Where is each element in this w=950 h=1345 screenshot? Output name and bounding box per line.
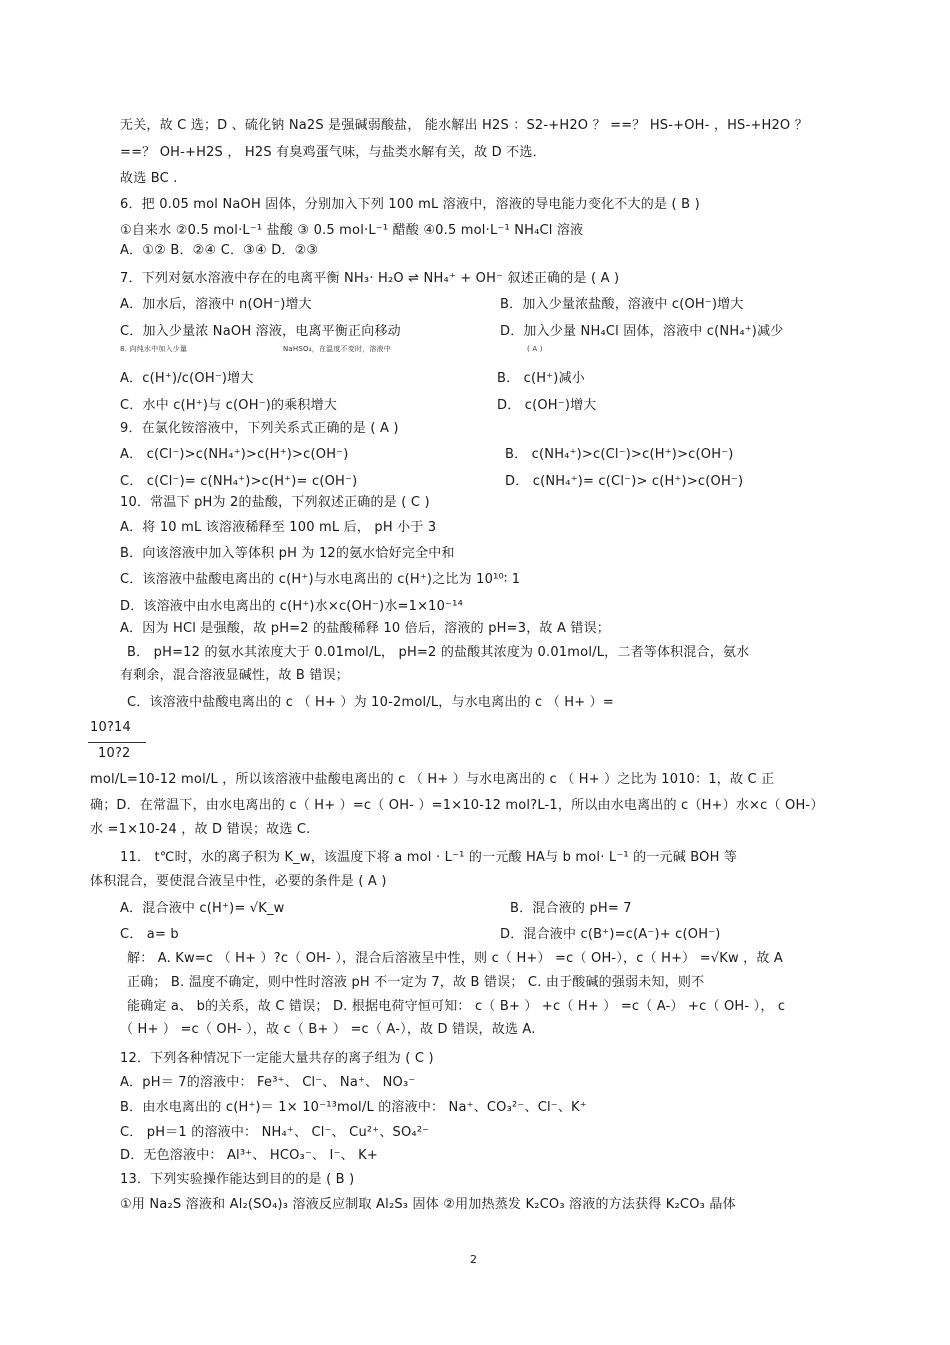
question-9: 9．在氯化铵溶液中，下列关系式正确的是 ( A )	[120, 421, 399, 436]
option-b: B．向该溶液中加入等体积 pH 为 12的氨水恰好完全中和	[120, 546, 455, 561]
solution-line: mol/L=10-12 mol/L ，所以该溶液中盐酸电离出的 c （ H+ ）与水电离出的 c （ H+ ）之比为 1010：1，故 C 正	[90, 772, 775, 787]
question-8-cont: NaHSO₄，在温度不变时，溶液中	[283, 345, 391, 353]
fraction-denominator: 10?2	[98, 746, 131, 761]
solution-line: 解： A. Kw=c （ H+ ）?c（ OH- ），混合后溶液呈中性，则 c（ H+） =c（ OH-），c（ H+） =√Kw ，故 A	[127, 951, 783, 966]
fraction-numerator: 10?14	[90, 720, 131, 735]
option-c: C．该溶液中盐酸电离出的 c(H⁺)与水电离出的 c(H⁺)之比为 10¹⁰∶ 1	[120, 572, 521, 587]
solution-line: （ H+ ） =c（ OH- ），故 c（ B+ ） =c（ A-），故 D 错误，故选 A.	[120, 1022, 536, 1037]
option-b: B．混合液的 pH= 7	[510, 901, 632, 916]
option-d: D．该溶液中由水电离出的 c(H⁺)水×c(OH⁻)水=1×10⁻¹⁴	[120, 599, 464, 614]
solution-line: C．该溶液中盐酸电离出的 c （ H+ ）为 10-2mol/L，与水电离出的 c （ H+ ）=	[127, 695, 614, 710]
option-a: A．加水后，溶液中 n(OH⁻)增大	[120, 297, 312, 312]
question-7: 7．下列对氨水溶液中存在的电离平衡 NH₃· H₂O ⇌ NH₄⁺ + OH⁻ 叙述正确的是 ( A )	[120, 271, 620, 286]
solution-line: B． pH=12 的氨水其浓度大于 0.01mol/L， pH=2 的盐酸其浓度为 0.01mol/L，二者等体积混合，氨水	[127, 645, 750, 660]
option-a: A． c(Cl⁻)>c(NH₄⁺)>c(H⁺)>c(OH⁻)	[120, 447, 349, 462]
option-d: D．加入少量 NH₄Cl 固体，溶液中 c(NH₄⁺)减少	[500, 324, 784, 339]
question-11: 11． t℃时，水的离子积为 K_w，该温度下将 a mol · L⁻¹ 的一元酸 HA与 b mol· L⁻¹ 的一元碱 BOH 等	[120, 850, 738, 865]
text-line: 故选 BC .	[120, 171, 178, 186]
fraction-bar	[88, 742, 146, 743]
option-c: C．加入少量浓 NaOH 溶液，电离平衡正向移动	[120, 324, 401, 339]
option-a: A．c(H⁺)/c(OH⁻)增大	[120, 371, 254, 386]
option-a: A．混合液中 c(H⁺)= √K_w	[120, 901, 285, 916]
question-10: 10．常温下 pH为 2的盐酸，下列叙述正确的是 ( C )	[120, 495, 430, 510]
option-c: C． c(Cl⁻)= c(NH₄⁺)>c(H⁺)= c(OH⁻)	[120, 474, 358, 489]
option-b: B．由水电离出的 c(H⁺)＝ 1× 10⁻¹³mol/L 的溶液中： Na⁺、CO₃²⁻、Cl⁻、K⁺	[120, 1100, 587, 1115]
option-a: A．pH＝ 7的溶液中： Fe³⁺、 Cl⁻、 Na⁺、 NO₃⁻	[120, 1075, 416, 1090]
text-line: ①用 Na₂S 溶液和 Al₂(SO₄)₃ 溶液反应制取 Al₂S₃ 固体 ②用加热蒸发 K₂CO₃ 溶液的方法获得 K₂CO₃ 晶体	[120, 1197, 736, 1212]
question-8: 8. 向纯水中加入少量	[120, 345, 188, 353]
question-13: 13．下列实验操作能达到目的的是 ( B )	[120, 1172, 355, 1187]
solution-line: 正确； B. 温度不确定，则中性时溶液 pH 不一定为 7，故 B 错误； C. 由于酸碱的强弱未知，则不	[127, 975, 705, 990]
option-a: A．将 10 mL 该溶液稀释至 100 mL 后， pH 小于 3	[120, 520, 437, 535]
question-8-answer: ( A )	[527, 345, 543, 353]
option-b: B．加入少量浓盐酸，溶液中 c(OH⁻)增大	[500, 297, 744, 312]
option-c: C． pH＝1 的溶液中： NH₄⁺、 Cl⁻、 Cu²⁺、SO₄²⁻	[120, 1125, 430, 1140]
option-d: D．无色溶液中： Al³⁺、 HCO₃⁻、 I⁻、 K+	[120, 1148, 378, 1163]
text-line: 无关，故 C 选；D 、硫化钠 Na2S 是强碱弱酸盐， 能水解出 H2S ：S2-+H2O ？ ==？ HS-+OH- ，HS-+H2O ？	[120, 118, 808, 133]
solution-line: 水 =1×10-24 ，故 D 错误；故选 C.	[90, 822, 311, 837]
solution-line: A．因为 HCl 是强酸，故 pH=2 的盐酸稀释 10 倍后，溶液的 pH=3，故 A 错误；	[120, 621, 610, 636]
text-line: 体积混合，要使混合液呈中性，必要的条件是 ( A )	[90, 874, 387, 889]
text-line: ①自来水 ②0.5 mol·L⁻¹ 盐酸 ③ 0.5 mol·L⁻¹ 醋酸 ④0.5 mol·L⁻¹ NH₄Cl 溶液	[120, 223, 584, 238]
page-number: 2	[470, 1253, 477, 1266]
question-12: 12．下列各种情况下一定能大量共存的离子组为 ( C )	[120, 1051, 434, 1066]
question-6: 6．把 0.05 mol NaOH 固体，分别加入下列 100 mL 溶液中，溶液的导电能力变化不大的是 ( B )	[120, 197, 700, 212]
options-line: A．①② B．②④ C．③④ D．②③	[120, 243, 319, 258]
option-b: B． c(H⁺)减小	[497, 371, 585, 386]
option-c: C．水中 c(H⁺)与 c(OH⁻)的乘积增大	[120, 398, 338, 413]
solution-line: 确；D．在常温下，由水电离出的 c（ H+ ）=c（ OH- ）=1×10-12 mol?L-1，所以由水电离出的 c（H+）水×c（ OH-）	[90, 798, 824, 813]
text-line: ==？ OH-+H2S ， H2S 有臭鸡蛋气味，与盐类水解有关，故 D 不选．	[120, 145, 546, 160]
option-d: D．混合液中 c(B⁺)=c(A⁻)+ c(OH⁻)	[500, 927, 721, 942]
option-d: D． c(OH⁻)增大	[497, 398, 597, 413]
option-b: B． c(NH₄⁺)>c(Cl⁻)>c(H⁺)>c(OH⁻)	[505, 447, 734, 462]
solution-line: 有剩余，混合溶液显碱性，故 B 错误；	[120, 668, 349, 683]
solution-line: 能确定 a、 b的关系，故 C 错误； D. 根据电荷守恒可知： c（ B+ ） +c（ H+ ） =c（ A-） +c（ OH- ）， c	[127, 999, 786, 1014]
option-c: C． a= b	[120, 927, 179, 942]
option-d: D． c(NH₄⁺)= c(Cl⁻)> c(H⁺)>c(OH⁻)	[505, 474, 744, 489]
